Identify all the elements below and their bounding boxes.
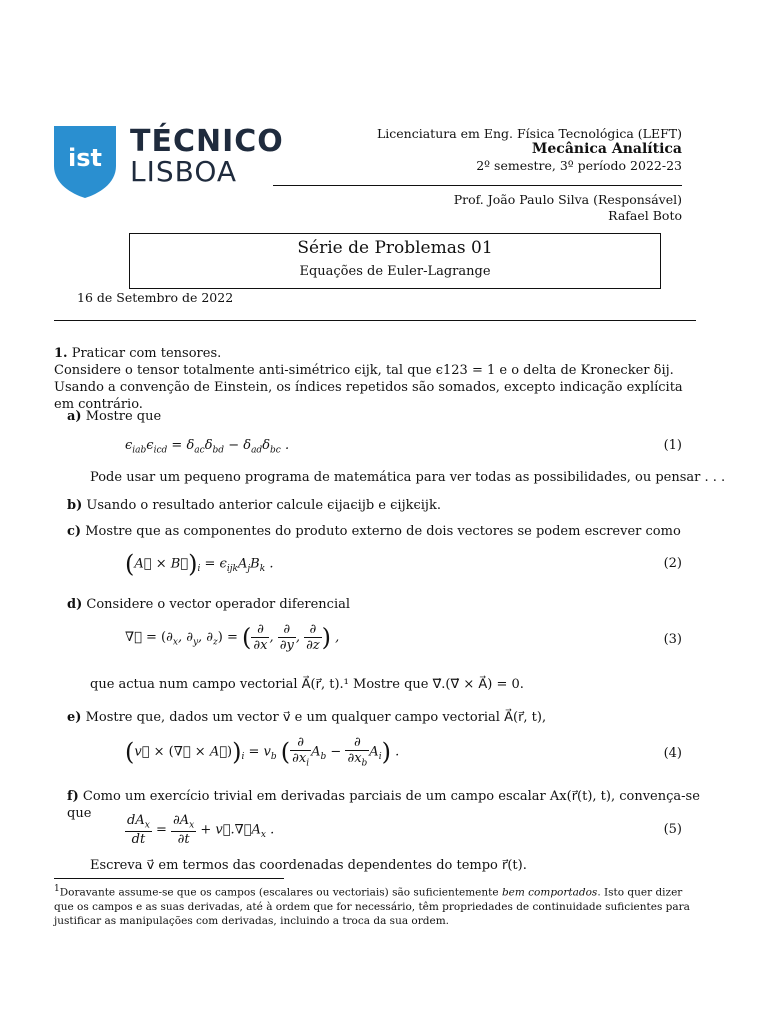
item-d-text: Considere o vector operador diferencial — [86, 597, 351, 612]
item-f-after: Escreva v⃗ em termos das coordenadas dependentes do tempo r⃗(t). — [90, 858, 527, 873]
item-e — [67, 709, 709, 726]
item-f-label: f) — [67, 789, 79, 804]
ist-logo-shield-icon — [54, 126, 116, 198]
footnote-text-post: . Isto quer dizer que os campos e as suas derivadas, até à ordem que for necessário, têm propriedades de continuidade suficientes para justificar as manipulações com derivadas, incluindo a troca da sua ordem. — [54, 886, 690, 927]
problem-1-heading — [54, 345, 696, 362]
header-rule — [273, 185, 682, 186]
equation-3-number: (3) — [663, 632, 682, 647]
item-e-text: Mostre que, dados um vector v⃗ e um qualquer campo vectorial A⃗(r⃗, t), — [85, 710, 547, 725]
item-d-after: que actua num campo vectorial A⃗(r⃗, t).¹ Mostre que ∇⃗.(∇⃗ × A⃗) = 0. — [90, 677, 524, 692]
course-name: Mecânica Analítica — [531, 141, 682, 157]
item-d-label: d) — [67, 597, 83, 612]
degree-name: Licenciatura em Eng. Física Tecnológica (LEFT) — [376, 126, 682, 141]
equation-1-number: (1) — [663, 438, 682, 453]
equation-2: (A⃗ × $B⃗)_i = \epsilon_{ijk}A_jB_k$ . — [125, 550, 274, 578]
item-c-label: c) — [67, 524, 82, 539]
problem-intro: Considere o tensor totalmente anti-simétrico ϵijk, tal que ϵ123 = 1 e o delta de Kronecker δij. Usando a convenção de Einstein, os índices repetidos são somados, excepto indicação explícita em contrário. — [54, 363, 683, 412]
item-d — [67, 596, 709, 613]
equation-3: ∇⃗ = ($\partial_x$, $\partial_y$, $\partial_z$) = ( $\frac{\partial}{\partial x}$ , $\frac{\partial}{\partial y}$ , $\frac{\partial}{\partial z}$ ) , — [125, 622, 340, 653]
item-a — [67, 408, 709, 425]
item-c-text: Mostre que as componentes do produto externo de dois vectores se podem escrever como — [85, 524, 681, 539]
equation-5: $\frac{dA_x}{dt}$ = $\frac{\partial A_x}{\partial t}$ + $v⃗.\nabla⃗A_x$ . — [127, 813, 275, 847]
sheet-title: Série de Problemas 01 — [297, 238, 493, 258]
equation-2-number: (2) — [663, 556, 682, 571]
problem-title: Praticar com tensores. — [71, 346, 222, 361]
equation-1: $\epsilon_{iab}\epsilon_{icd} = \delta_{ac}\delta_{bd} - \delta_{ad}\delta_{bc}$ . — [125, 438, 290, 456]
item-f-text: Como um exercício trivial em derivadas parciais de um campo escalar Ax(r⃗(t), t), convença-se que — [67, 789, 700, 821]
problem-number: 1. — [54, 346, 68, 361]
footnote-text-emphasis: bem comportados — [501, 886, 598, 899]
item-b-label: b) — [67, 498, 83, 513]
title-box — [129, 233, 661, 289]
sheet-subtitle: Equações de Euler-Lagrange — [299, 264, 491, 279]
item-a-label: a) — [67, 409, 82, 424]
footnote-text-pre: Doravante assume-se que os campos (escalares ou vectoriais) são suficientemente — [59, 886, 502, 899]
footnote-rule — [54, 878, 284, 879]
title-rule — [54, 320, 696, 321]
institution-logo-text — [130, 124, 284, 188]
item-a-hint: Pode usar um pequeno programa de matemática para ver todas as possibilidades, ou pensar . . . — [90, 470, 726, 485]
item-b-text: Usando o resultado anterior calcule ϵijaϵijb e ϵijkϵijk. — [86, 498, 441, 513]
equation-4: (v⃗ × (∇⃗ × $A⃗))_i = v_b$ ( $\frac{\partial}{\partial x_i}$ $A_b$ − $\frac{\partial}{\partial x_b}$ $A_i$) . — [125, 735, 400, 769]
logo-mark: ist — [68, 144, 102, 172]
equation-5-number: (5) — [663, 822, 682, 837]
equation-4-number: (4) — [663, 746, 682, 761]
item-c — [67, 523, 709, 540]
item-e-label: e) — [67, 710, 82, 725]
semester-info: 2º semestre, 3º período 2022-23 — [476, 158, 682, 173]
professor-name: Prof. João Paulo Silva (Responsável) — [453, 192, 682, 207]
sheet-date: 16 de Setembro de 2022 — [77, 290, 234, 305]
logo-line2: LISBOA — [130, 155, 238, 188]
logo-line1: TÉCNICO — [130, 124, 284, 159]
assistant-name: Rafael Boto — [608, 208, 682, 223]
footnote-mark: 1 — [54, 884, 60, 894]
footnote — [54, 882, 694, 928]
item-a-text: Mostre que — [85, 409, 162, 424]
item-b — [67, 497, 709, 514]
